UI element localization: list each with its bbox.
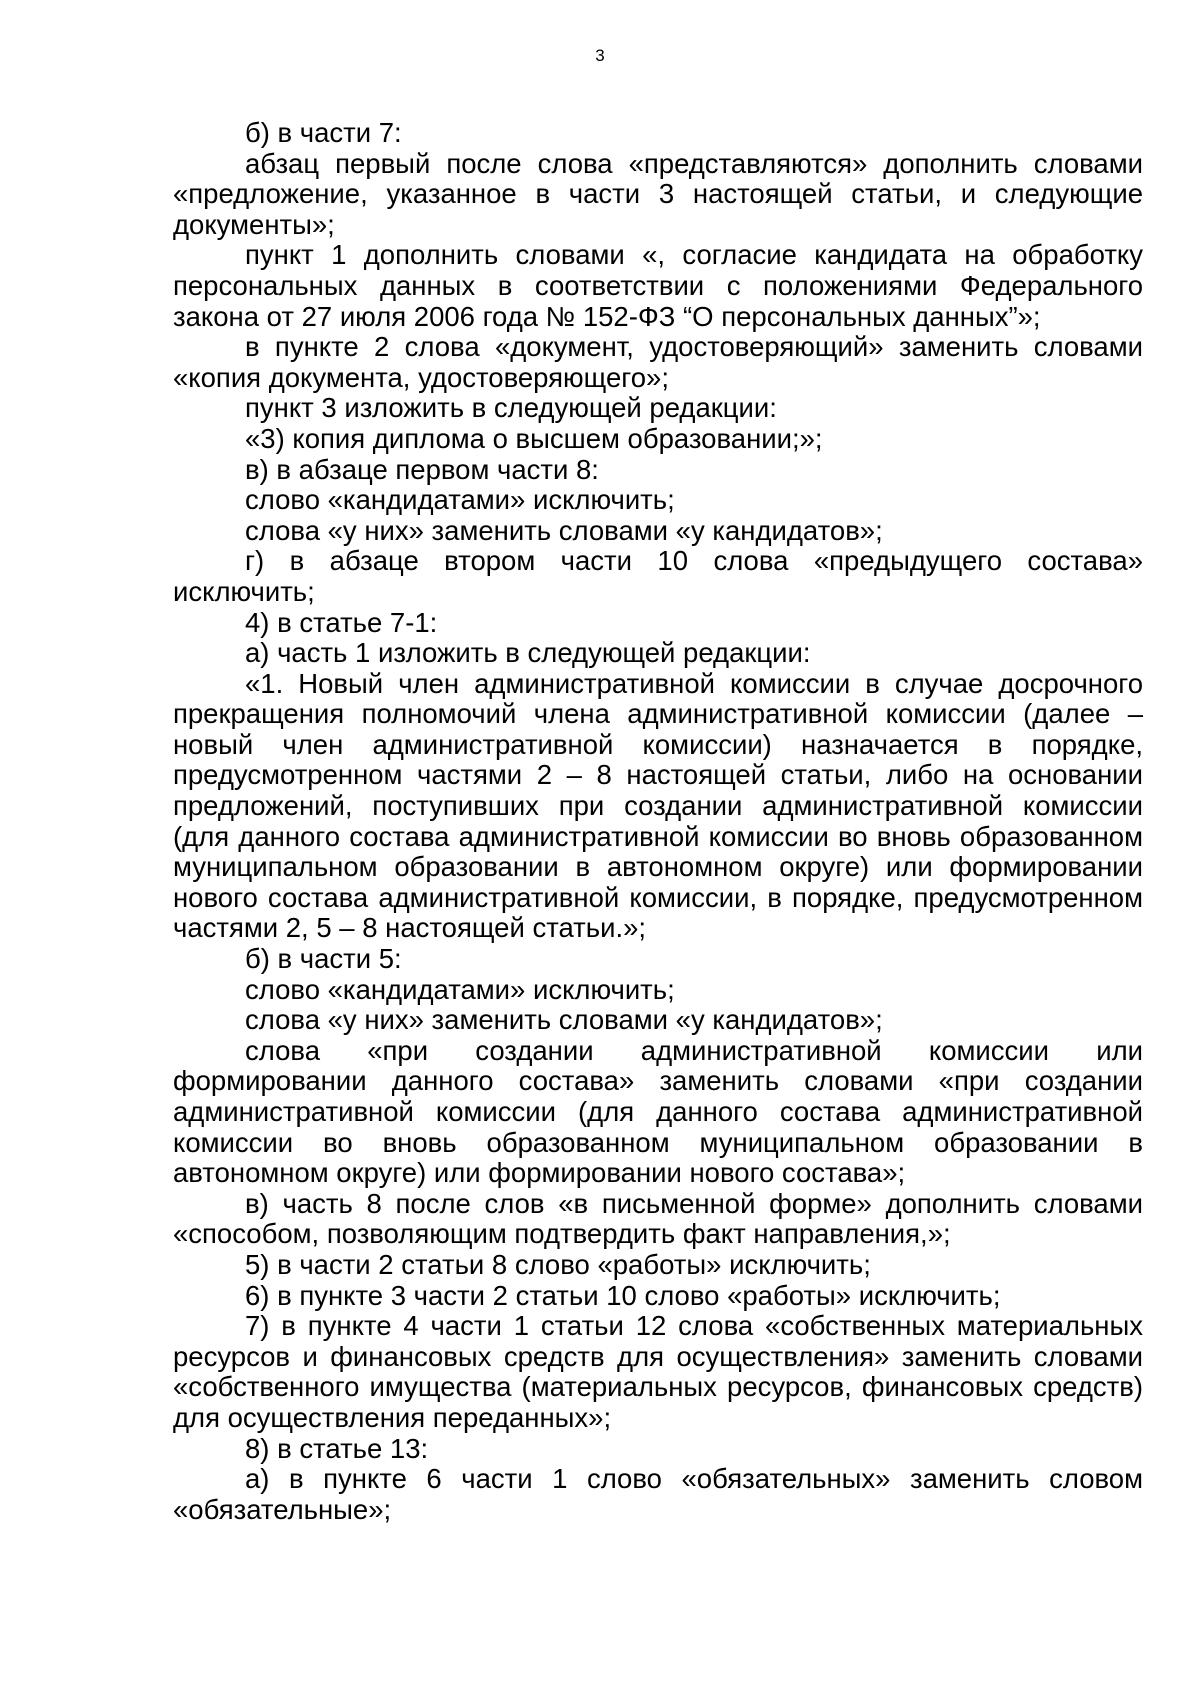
paragraph: абзац первый после слова «представляются» дополнить словами «предложение, указанное в части 3 настоящей статьи, и следующие документы»; (173, 147, 1143, 240)
paragraph: слова «у них» заменить словами «у кандидатов»; (245, 1004, 883, 1036)
paragraph: пункт 3 изложить в следующей редакции: (245, 392, 777, 424)
document-body (173, 118, 1143, 1525)
paragraph: слова «при создании административной комиссии или формировании данного состава» заменить словами «при создании административной комиссии (для данного состава административной комиссии во вновь образованном муниципальном образовании в автономном округе) или формировании нового состава»; (173, 1034, 1143, 1189)
paragraph: «3) копия диплома о высшем образовании;»; (245, 422, 823, 454)
paragraph: слово «кандидатами» исключить; (245, 484, 675, 516)
paragraph: а) часть 1 изложить в следующей редакции: (245, 637, 811, 669)
paragraph: 8) в статье 13: (245, 1432, 429, 1464)
paragraph: 4) в статье 7-1: (245, 606, 438, 638)
paragraph: 7) в пункте 4 части 1 статьи 12 слова «собственных материальных ресурсов и финансовых средств для осуществления» заменить словами «собственного имущества (материальных ресурсов, финансовых средств) для осуществления переданных»; (173, 1310, 1143, 1433)
paragraph: 5) в части 2 статьи 8 слово «работы» исключить; (245, 1248, 871, 1280)
paragraph: слова «у них» заменить словами «у кандидатов»; (245, 514, 883, 546)
paragraph: пункт 1 дополнить словами «, согласие кандидата на обработку персональных данных в соответствии с положениями Федерального закона от 27 июля 2006 года № 152-ФЗ “О персональных данных”»; (173, 239, 1143, 332)
paragraph: б) в части 7: (245, 117, 402, 148)
page-number: 3 (595, 46, 605, 65)
paragraph: в пункте 2 слова «документ, удостоверяющий» заменить словами «копия документа, удостоверяющего»; (173, 331, 1143, 393)
paragraph: слово «кандидатами» исключить; (245, 973, 675, 1005)
paragraph: а) в пункте 6 части 1 слово «обязательных» заменить словом «обязательные»; (173, 1463, 1143, 1525)
paragraph: в) часть 8 после слов «в письменной форме» дополнить словами «способом, позволяющим подтвердить факт направления,»; (173, 1187, 1143, 1250)
paragraph: г) в абзаце втором части 10 слова «предыдущего состава» исключить; (173, 545, 1143, 607)
paragraph: в) в абзаце первом части 8: (245, 453, 599, 485)
paragraph: «1. Новый член административной комиссии в случае досрочного прекращения полномочий члена административной комиссии (далее – новый член административной комиссии) назначается в порядке, предусмотренном частями 2 – 8 настоящей статьи, либо на основании предложений, поступивших при создании административной комиссии (для данного состава административной комиссии во вновь образованном муниципальном образовании в автономном округе) или формировании нового состава административной комиссии, в порядке, предусмотренном частями 2, 5 – 8 настоящей статьи.»; (173, 667, 1143, 944)
paragraph: 6) в пункте 3 части 2 статьи 10 слово «работы» исключить; (245, 1279, 1001, 1311)
paragraph: б) в части 5: (245, 943, 402, 975)
